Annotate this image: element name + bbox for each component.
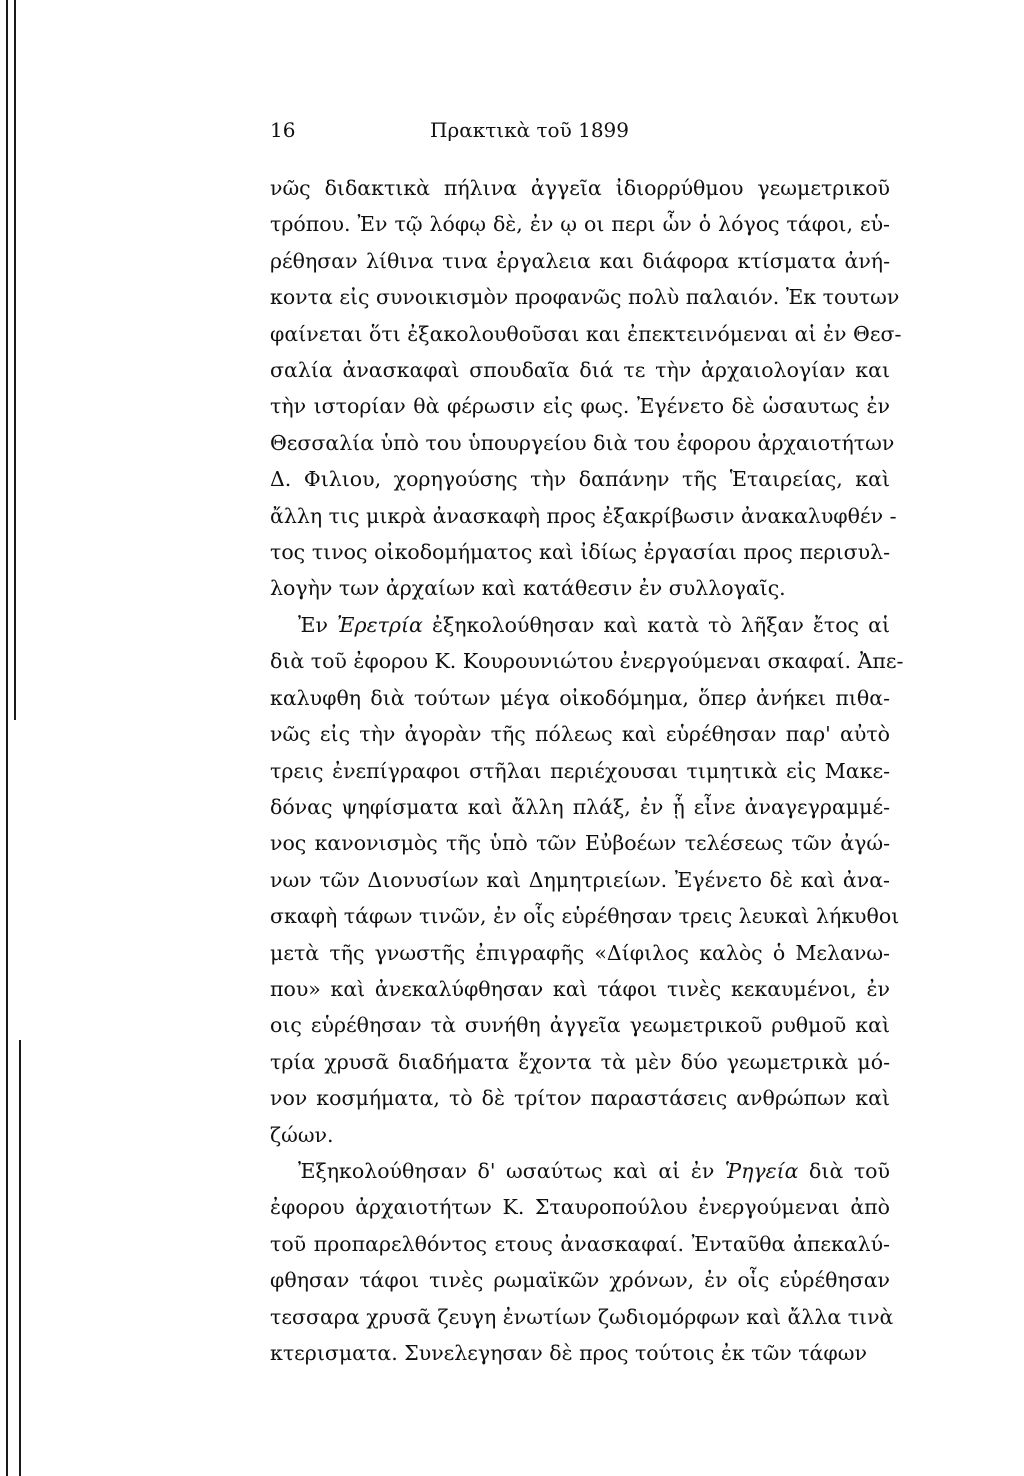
text-line: καλυφθη διὰ τούτων μέγα οἰκοδόμημα, ὅπερ ἀνήκει πιθα- — [270, 685, 890, 710]
binding-edge — [0, 0, 40, 1476]
text-line: ἄλλη τις μικρὰ ἀνασκαφὴ προς ἐξακρίβωσιν ἀνακαλυφθέν - — [270, 503, 897, 528]
binding-line — [19, 1040, 21, 1476]
binding-line — [14, 0, 16, 720]
text-line: νος κανονισμὸς τῆς ὑπὸ τῶν Εὐβοέων τελέσεως τῶν ἀγώ- — [270, 831, 890, 856]
text-line: τρόπου. Ἐν τῷ λόφῳ δὲ, ἐν ῳ οι περι ὧν ὁ λόγος τάφοι, εὑ- — [270, 212, 890, 237]
text-line: κοντα εἰς συνοικισμὸν προφανῶς πολὺ παλαιόν. Ἐκ τουτων — [270, 285, 900, 310]
text-line: νων τῶν Διονυσίων καὶ Δημητριείων. Ἐγένετο δὲ καὶ ἀνα- — [270, 867, 890, 892]
text-line: σαλία ἀνασκαφαὶ σπουδαῖα διά τε τὴν ἀρχαιολογίαν και — [270, 358, 890, 383]
text-line: τρία χρυσᾶ διαδήματα ἔχοντα τὰ μὲν δύο γεωμετρικὰ μό- — [270, 1049, 890, 1074]
running-title: Πρακτικὰ τοῦ 1899 — [430, 118, 629, 142]
text-line: Θεσσαλία ὑπὸ του ὑπουργείου διὰ του ἐφορου ἀρχαιοτήτων — [270, 430, 895, 455]
text-line: νῶς διδακτικὰ πήλινα ἀγγεῖα ἰδιορρύθμου γεωμετρικοῦ — [270, 176, 890, 200]
body-text — [270, 170, 904, 1371]
text-line: σκαφὴ τάφων τινῶν, ἐν οἷς εὑρέθησαν τρεις λευκαὶ λήκυθοι — [270, 904, 900, 929]
text-line: νῶς εἰς τὴν ἀγορὰν τῆς πόλεως καὶ εὑρέθησαν παρ' αὐτὸ — [270, 722, 890, 747]
text-line: τος τινος οἰκοδομήματος καὶ ἰδίως ἐργασίαι προς περισυλ- — [270, 540, 890, 565]
text-line: φαίνεται ὅτι ἐξακολουθοῦσαι και ἐπεκτεινόμεναι αἱ ἐν Θεσ- — [270, 321, 902, 346]
running-head — [270, 118, 890, 152]
text-line: νον κοσμήματα, τὸ δὲ τρίτον παραστάσεις ανθρώπων καὶ — [270, 1086, 890, 1111]
text-line: οις εὑρέθησαν τὰ συνήθη ἀγγεῖα γεωμετρικοῦ ρυθμοῦ καὶ — [270, 1013, 890, 1038]
text-line: τοῦ προπαρελθόντος ετους ἀνασκαφαί. Ἐνταῦθα ἀπεκαλύ- — [270, 1231, 890, 1256]
page-number: 16 — [270, 118, 296, 142]
text-line: λογὴν των ἀρχαίων καὶ κατάθεσιν ἐν συλλογαῖς. — [270, 576, 786, 601]
text-line: φθησαν τάφοι τινὲς ρωμαϊκῶν χρόνων, ἐν οἷς εὑρέθησαν — [270, 1268, 890, 1293]
text-line: τεσσαρα χρυσᾶ ζευγη ἐνωτίων ζωδιομόρφων καὶ ἄλλα τινὰ — [270, 1304, 894, 1329]
text-line: κτερισματα. Συνελεγησαν δὲ προς τούτοις ἐκ τῶν τάφων — [270, 1341, 867, 1365]
text-line: που» καὶ ἀνεκαλύφθησαν καὶ τάφοι τινὲς κεκαυμένοι, ἐν — [270, 976, 890, 1001]
text-line: μετὰ τῆς γνωστῆς ἐπιγραφῆς «Δίφιλος καλὸς ὁ Μελανω- — [270, 940, 890, 965]
text-line: δόνας ψηφίσματα καὶ ἄλλη πλάξ, ἐν ᾗ εἶνε ἀναγεγραμμέ- — [270, 794, 890, 819]
text-line: Δ. Φιλιου, χορηγούσης τὴν δαπάνην τῆς Ἑταιρείας, καὶ — [270, 467, 890, 492]
text-line: τὴν ιστορίαν θὰ φέρωσιν εἰς φως. Ἐγένετο δὲ ὡσαυτως ἐν — [270, 394, 890, 419]
text-line: ἐφορου ἀρχαιοτήτων Κ. Σταυροπούλου ἐνεργούμεναι ἀπὸ — [270, 1195, 890, 1220]
text-line: διὰ τοῦ ἐφορου Κ. Κουρουνιώτου ἐνεργούμεναι σκαφαί. Ἀπε- — [270, 649, 904, 674]
text-line: ζώων. — [270, 1122, 334, 1147]
binding-line — [6, 0, 8, 1476]
text-line: Ἐν Ἐρετρία ἐξηκολούθησαν καὶ κατὰ τὸ λῆξαν ἔτος αἱ — [298, 612, 890, 637]
text-line: ρέθησαν λίθινα τινα ἐργαλεια και διάφορα κτίσματα ἀνή- — [270, 248, 890, 273]
book-page — [270, 118, 904, 1371]
text-line: τρεις ἐνεπίγραφοι στῆλαι περιέχουσαι τιμητικὰ εἰς Μακε- — [270, 758, 890, 783]
text-line: Ἐξηκολούθησαν δ' ωσαύτως καὶ αἱ ἐν Ῥηγεία διὰ τοῦ — [298, 1158, 890, 1183]
